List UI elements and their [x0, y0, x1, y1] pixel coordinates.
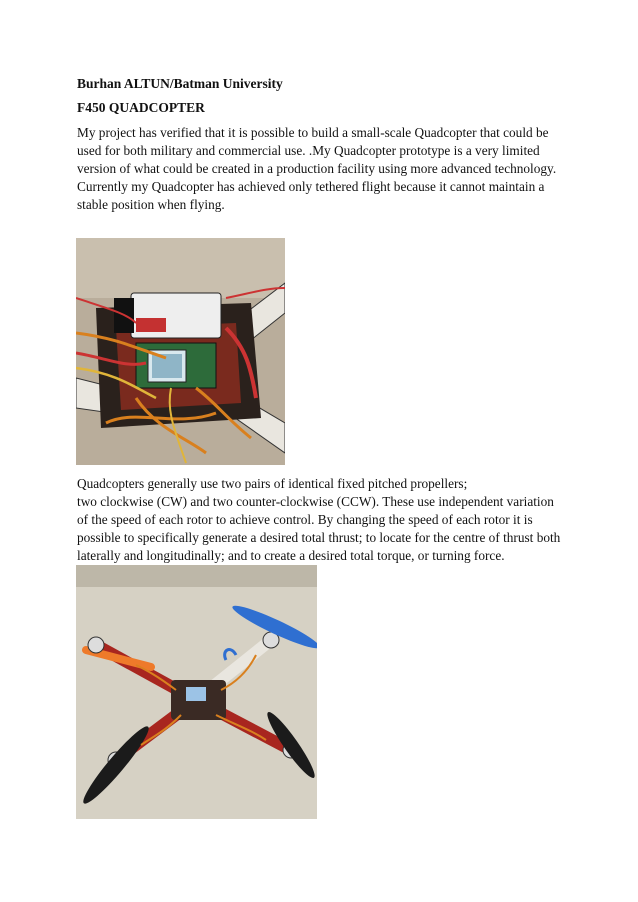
quadcopter-photo	[76, 565, 317, 819]
author-line: Burhan ALTUN/Batman University	[77, 76, 283, 91]
propeller-paragraph-line-1: Quadcopters generally use two pairs of identical fixed pitched propellers;	[77, 476, 468, 491]
flight-controller-photo	[76, 238, 285, 465]
propeller-paragraph-rest: two clockwise (CW) and two counter-clockwise (CCW). These use independent variation of the speed of each rotor to achieve control. By changing the speed of each rotor it is possible to specifically generate a desired total thrust; to locate for the centre of thrust both laterally and longitudinally; and to create a desired total torque, or turning force.	[77, 494, 561, 563]
intro-paragraph: My project has verified that it is possible to build a small-scale Quadcopter that could be used for both military and commercial use. .My Quadcopter prototype is a very limited version of what could be created in a production facility using more advanced technology. Currently my Quadcopter has achieved only tethered flight because it cannot maintain a stable position when flying.	[77, 125, 557, 212]
document-title: F450 QUADCOPTER	[77, 100, 205, 115]
propeller-paragraph	[77, 475, 567, 565]
